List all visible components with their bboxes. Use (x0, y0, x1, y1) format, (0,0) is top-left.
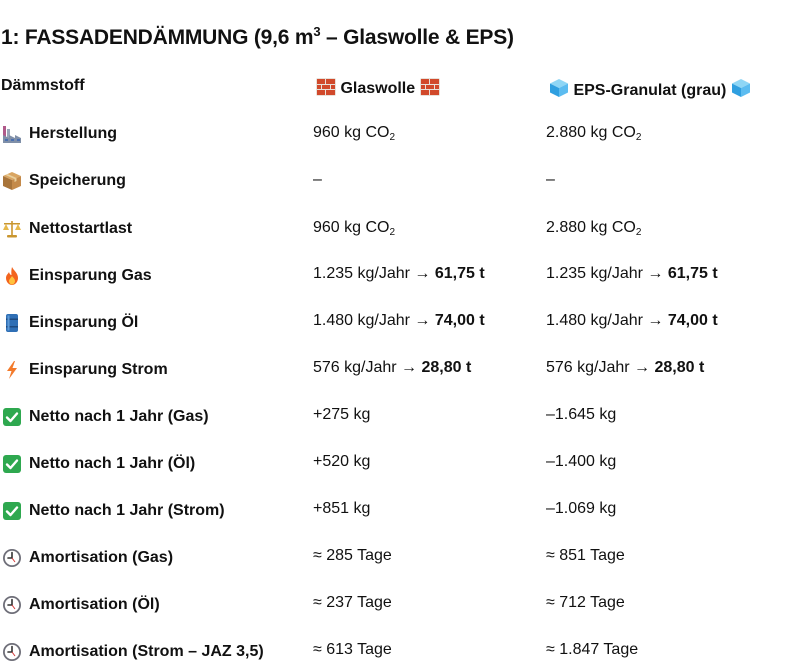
header-eps-granulat: EPS-Granulat (grau) (549, 78, 751, 103)
cell-glaswolle-netto-gas: +275 kg (313, 406, 371, 423)
cell-eps-nettostartlast: 2.880 kg $CO_2$ (546, 219, 642, 238)
cell-eps-einsparung-gas: 1.235 kg/Jahr → 61,75 t (546, 265, 718, 282)
cell-glaswolle-einsparung-oel: 1.480 kg/Jahr → 74,00 t (313, 312, 485, 329)
ice-cube-icon (549, 78, 569, 103)
row-label-amortisation-strom: Amortisation (Strom – JAZ 3,5) (29, 643, 264, 660)
ice-cube-icon (731, 78, 751, 103)
check-mark-icon (2, 407, 22, 427)
cell-eps-einsparung-strom: 576 kg/Jahr → 28,80 t (546, 359, 705, 376)
cell-eps-amortisation-oel: ≈ 712 Tage (546, 594, 625, 611)
oil-drum-icon (2, 313, 22, 333)
cell-eps-netto-gas: –1.645 kg (546, 406, 617, 423)
cell-eps-netto-oel: –1.400 kg (546, 453, 617, 470)
cell-glaswolle-einsparung-gas: 1.235 kg/Jahr → 61,75 t (313, 265, 485, 282)
cell-glaswolle-netto-oel: +520 kg (313, 453, 371, 470)
cell-glaswolle-herstellung: 960 kg $CO_2$ (313, 124, 396, 143)
row-label-netto-oel: Netto nach 1 Jahr (Öl) (29, 455, 196, 472)
row-label-amortisation-gas: Amortisation (Gas) (29, 549, 174, 566)
row-label-einsparung-oel: Einsparung Öl (29, 314, 139, 331)
lightning-icon (2, 360, 22, 380)
clock-icon (2, 548, 22, 568)
page-title: 1: FASSADENDÄMMUNG (9,6 $m^3$ – Glaswolle & EPS) (1, 24, 514, 49)
cell-glaswolle-netto-strom: +851 kg (313, 500, 371, 517)
row-label-amortisation-oel: Amortisation (Öl) (29, 596, 160, 613)
row-label-speicherung: Speicherung (29, 172, 126, 189)
cell-eps-einsparung-oel: 1.480 kg/Jahr → 74,00 t (546, 312, 718, 329)
row-label-einsparung-strom: Einsparung Strom (29, 361, 168, 378)
brick-icon (316, 78, 336, 101)
row-label-herstellung: Herstellung (29, 125, 118, 142)
cell-eps-amortisation-gas: ≈ 851 Tage (546, 547, 625, 564)
cell-glaswolle-amortisation-oel: ≈ 237 Tage (313, 594, 392, 611)
clock-icon (2, 642, 22, 662)
cell-glaswolle-einsparung-strom: 576 kg/Jahr → 28,80 t (313, 359, 472, 376)
cell-eps-netto-strom: –1.069 kg (546, 500, 617, 517)
cell-eps-herstellung: 2.880 kg $CO_2$ (546, 124, 642, 143)
row-label-netto-strom: Netto nach 1 Jahr (Strom) (29, 502, 225, 519)
header-glaswolle: Glaswolle (316, 78, 440, 101)
scales-icon (2, 219, 22, 239)
header-daemmstoff: Dämmstoff (1, 77, 85, 94)
cell-glaswolle-speicherung: – (313, 171, 322, 188)
fire-icon (2, 266, 22, 286)
row-label-netto-gas: Netto nach 1 Jahr (Gas) (29, 408, 209, 425)
row-label-einsparung-gas: Einsparung Gas (29, 267, 152, 284)
cell-glaswolle-amortisation-gas: ≈ 285 Tage (313, 547, 392, 564)
cell-glaswolle-nettostartlast: 960 kg $CO_2$ (313, 219, 396, 238)
package-icon (2, 171, 22, 191)
factory-icon (2, 124, 22, 144)
check-mark-icon (2, 501, 22, 521)
cell-eps-speicherung: – (546, 171, 555, 188)
brick-icon (420, 78, 440, 101)
cell-glaswolle-amortisation-strom: ≈ 613 Tage (313, 641, 392, 658)
check-mark-icon (2, 454, 22, 474)
clock-icon (2, 595, 22, 615)
row-label-nettostartlast: Nettostartlast (29, 220, 133, 237)
cell-eps-amortisation-strom: ≈ 1.847 Tage (546, 641, 639, 658)
